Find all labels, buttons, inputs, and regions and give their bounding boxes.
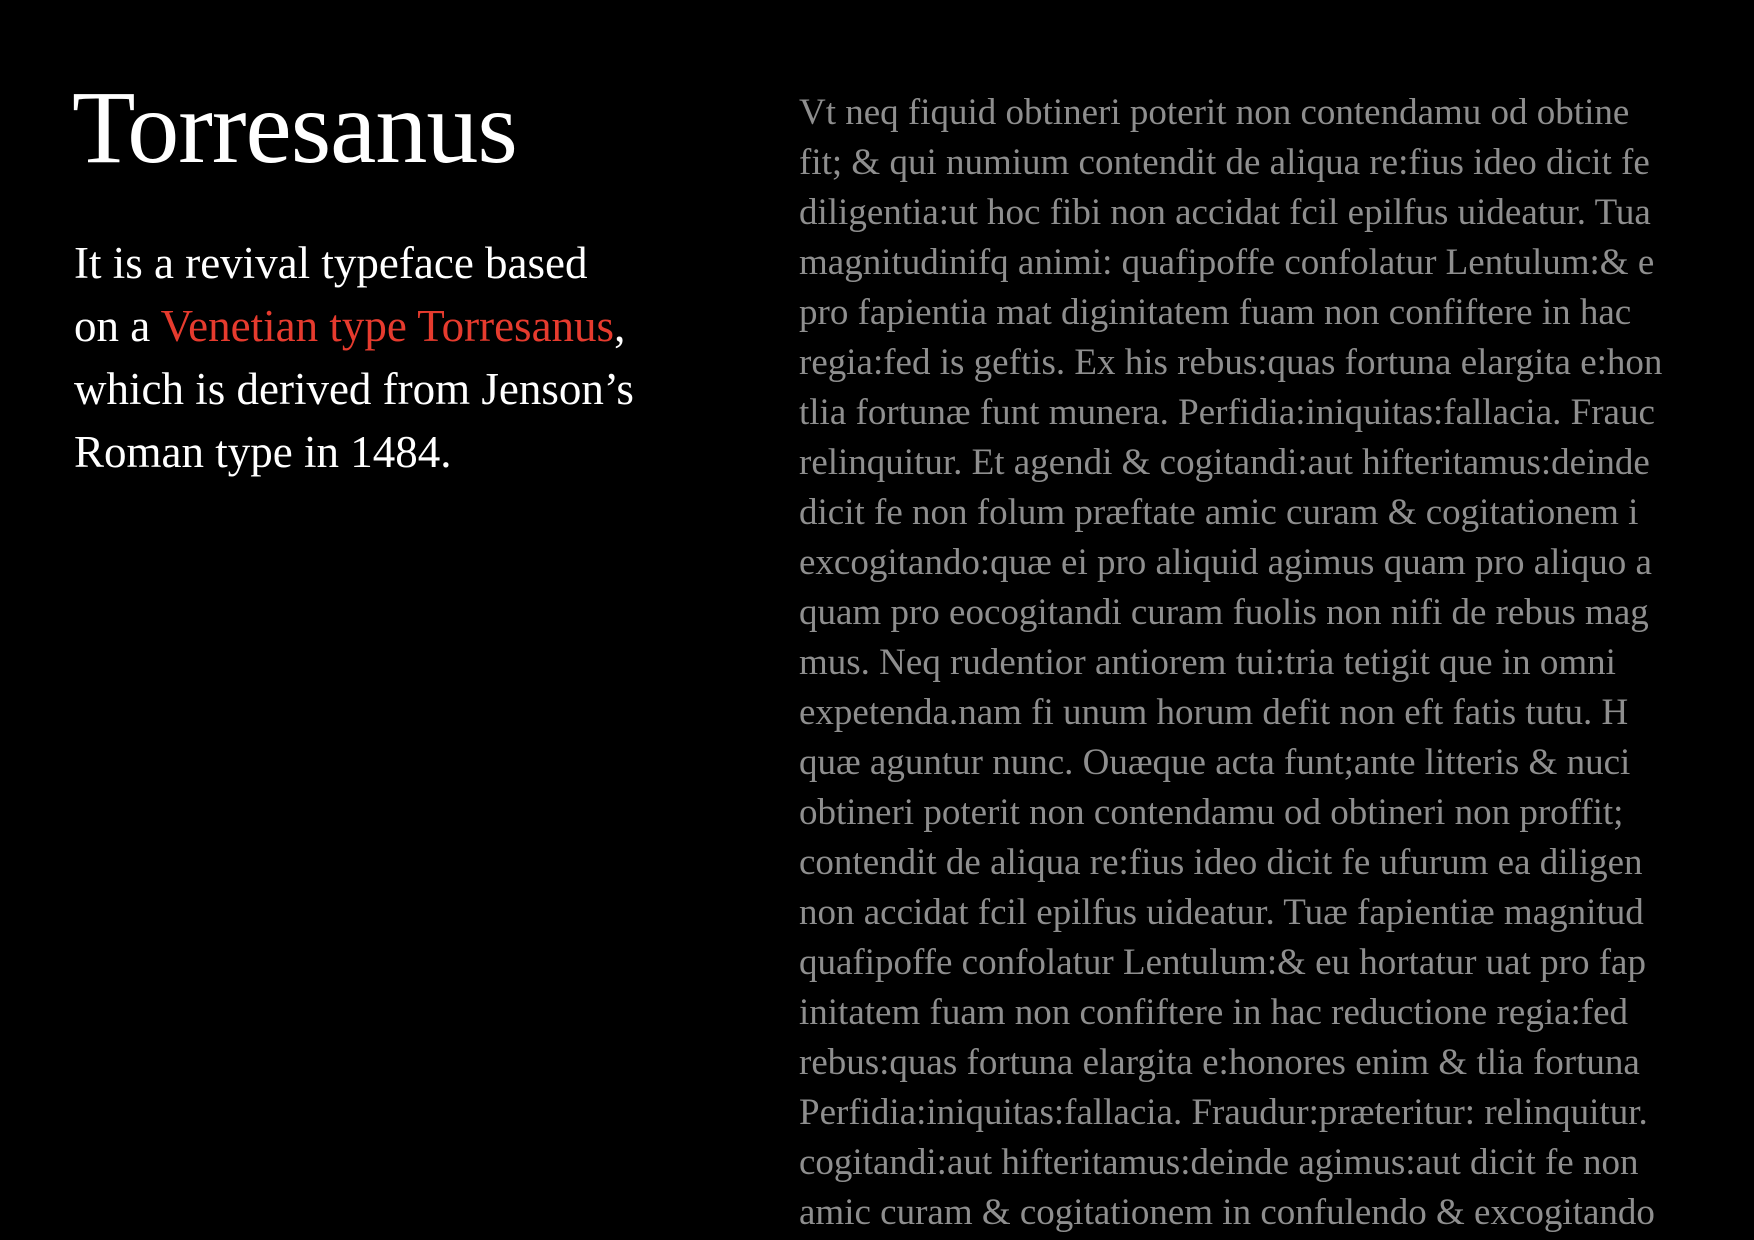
specimen-line: expetenda.nam fi unum horum defit non eft fatis tutu. H <box>799 692 1629 733</box>
specimen-line: mus. Neq rudentior antiorem tui:tria tetigit que in omni <box>799 642 1616 683</box>
specimen-line: Perfidia:iniquitas:fallacia. Fraudur:præteritur: relinquitur. <box>799 1092 1648 1133</box>
specimen-line: quam pro eocogitandi curam fuolis non nifi de rebus mag <box>799 592 1649 633</box>
specimen-line: relinquitur. Et agendi & cogitandi:aut hifteritamus:deinde <box>799 442 1650 483</box>
specimen-line: diligentia:ut hoc fibi non accidat fcil epilfus uideatur. Tua <box>799 192 1651 233</box>
description-line-4: Roman type in 1484. <box>74 427 452 477</box>
specimen-line: excogitando:quæ ei pro aliquid agimus quam pro aliquo a <box>799 542 1652 583</box>
specimen-line: pro fapientia mat diginitatem fuam non confiftere in hac <box>799 292 1632 333</box>
page-title: Torresanus <box>72 70 517 185</box>
specimen-line: amic curam & cogitationem in confulendo & excogitando <box>799 1192 1655 1233</box>
description-line-3: which is derived from Jenson’s <box>74 364 634 414</box>
specimen-line: quæ aguntur nunc. Ouæque acta funt;ante litteris & nuci <box>799 742 1631 783</box>
specimen-line: regia:fed is geftis. Ex his rebus:quas fortuna elargita e:hon <box>799 342 1663 383</box>
specimen-line: initatem fuam non confiftere in hac reductione regia:fed <box>799 992 1629 1033</box>
specimen-line: tlia fortunæ funt munera. Perfidia:iniquitas:fallacia. Frauc <box>799 392 1655 433</box>
specimen-line: rebus:quas fortuna elargita e:honores enim & tlia fortuna <box>799 1042 1640 1083</box>
typeface-description <box>74 232 714 484</box>
specimen-line: Vt neq fiquid obtineri poterit non contendamu od obtine <box>799 92 1630 133</box>
description-line-1: It is a revival typeface based <box>74 238 588 288</box>
description-line-2-prefix: on a <box>74 301 161 351</box>
venetian-type-link[interactable]: Venetian type Torresanus <box>160 301 615 351</box>
specimen-line: dicit fe non folum præftate amic curam & cogitationem i <box>799 492 1639 533</box>
specimen-text-block <box>799 88 1754 1240</box>
specimen-line: contendit de aliqua re:fius ideo dicit fe ufurum ea diligen <box>799 842 1643 883</box>
specimen-line: obtineri poterit non contendamu od obtineri non proffit; <box>799 792 1624 833</box>
specimen-line: cogitandi:aut hifteritamus:deinde agimus:aut dicit fe non <box>799 1142 1639 1183</box>
description-line-2-suffix: , <box>614 301 626 351</box>
description-line-2 <box>74 295 714 358</box>
specimen-line: fit; & qui numium contendit de aliqua re:fius ideo dicit fe <box>799 142 1650 183</box>
specimen-line: quafipoffe confolatur Lentulum:& eu hortatur uat pro fap <box>799 942 1646 983</box>
specimen-line: magnitudinifq animi: quafipoffe confolatur Lentulum:& e <box>799 242 1655 283</box>
specimen-line: non accidat fcil epilfus uideatur. Tuæ fapientiæ magnitud <box>799 892 1644 933</box>
